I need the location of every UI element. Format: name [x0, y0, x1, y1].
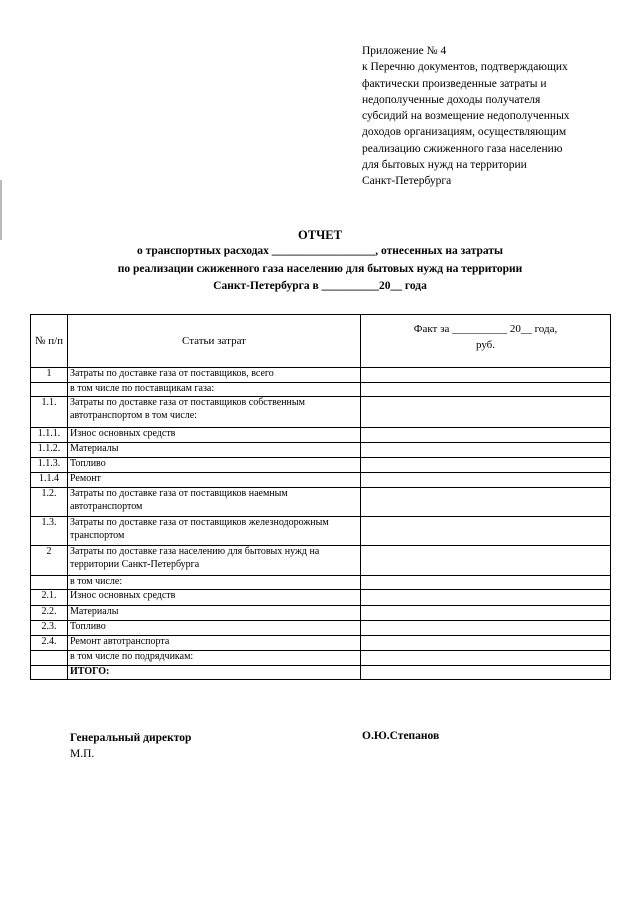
- row-item: в том числе по подрядчикам:: [68, 651, 361, 666]
- row-num: [31, 651, 68, 666]
- row-fact: [361, 517, 611, 546]
- row-item: Ремонт автотранспорта: [68, 636, 361, 651]
- table-header-row: [31, 315, 611, 368]
- row-item: в том числе по поставщикам газа:: [68, 383, 361, 397]
- row-fact: [361, 621, 611, 636]
- row-fact: [361, 651, 611, 666]
- table-row: [31, 590, 611, 606]
- row-fact: [361, 546, 611, 576]
- row-num: 1.1.4: [31, 473, 68, 488]
- row-num: [31, 383, 68, 397]
- table-row: [31, 606, 611, 621]
- table-row: [31, 517, 611, 546]
- appendix-line: к Перечню документов, подтверждающих: [362, 61, 568, 74]
- row-num: 2: [31, 546, 68, 576]
- appendix-line: Санкт-Петербурга: [362, 175, 452, 188]
- cost-table: [30, 314, 611, 680]
- header-num: № п/п: [31, 315, 68, 368]
- header-fact-unit: руб.: [475, 339, 496, 351]
- row-num: 2.2.: [31, 606, 68, 621]
- appendix-line: Приложение № 4: [362, 45, 447, 57]
- row-item: Износ основных средств: [68, 428, 361, 443]
- row-fact: [361, 368, 611, 383]
- row-item: Топливо: [68, 458, 361, 473]
- appendix-line: для бытовых нужд на территории: [362, 159, 527, 172]
- table-row: [31, 488, 611, 517]
- table-row: [31, 443, 611, 458]
- row-num: [31, 666, 68, 680]
- row-fact: [361, 488, 611, 517]
- row-item: Затраты по доставке газа от поставщиков железнодорожным транспортом: [68, 517, 361, 546]
- row-fact: [361, 458, 611, 473]
- row-fact: [361, 590, 611, 606]
- report-subtitle-line2: по реализации сжиженного газа населению для бытовых нужд на территории: [117, 263, 523, 275]
- row-fact: [361, 443, 611, 458]
- header-item: Статьи затрат: [68, 315, 361, 368]
- header-fact: [361, 315, 611, 368]
- table-row: [31, 666, 611, 680]
- row-num: 1.2.: [31, 488, 68, 517]
- row-fact: [361, 428, 611, 443]
- row-item: Затраты по доставке газа от поставщиков наемным автотранспортом: [68, 488, 361, 517]
- row-num: 1.3.: [31, 517, 68, 546]
- stamp-place: М.П.: [70, 748, 95, 760]
- row-num: [31, 576, 68, 590]
- table-row: [31, 636, 611, 651]
- row-item: Затраты по доставке газа населению для бытовых нужд на территории Санкт-Петербурга: [68, 546, 361, 576]
- report-subtitle-line3: Санкт-Петербурга в __________20__ года: [213, 280, 427, 292]
- table-row: [31, 473, 611, 488]
- table-row: [31, 576, 611, 590]
- signer-name: О.Ю.Степанов: [362, 730, 440, 742]
- signer-position: Генеральный директор: [70, 732, 192, 744]
- row-fact: [361, 383, 611, 397]
- header-fact-period: Факт за __________ 20__ года,: [413, 323, 558, 335]
- row-fact: [361, 636, 611, 651]
- row-item: Топливо: [68, 621, 361, 636]
- row-num: 2.3.: [31, 621, 68, 636]
- row-fact: [361, 606, 611, 621]
- row-item: Материалы: [68, 606, 361, 621]
- row-item: ИТОГО:: [68, 666, 361, 680]
- table-row: [31, 621, 611, 636]
- row-num: 2.4.: [31, 636, 68, 651]
- signature-block: [70, 730, 191, 762]
- table-row: [31, 383, 611, 397]
- table-row: [31, 651, 611, 666]
- appendix-note: [362, 43, 617, 190]
- table-row: [31, 368, 611, 383]
- report-title: ОТЧЕТ: [298, 228, 342, 242]
- row-item: Затраты по доставке газа от поставщиков, всего: [68, 368, 361, 383]
- row-item: Износ основных средств: [68, 590, 361, 606]
- appendix-line: реализацию сжиженного газа населению: [362, 142, 563, 155]
- table-row: [31, 428, 611, 443]
- table-row: [31, 458, 611, 473]
- row-item: Ремонт: [68, 473, 361, 488]
- row-num: 2.1.: [31, 590, 68, 606]
- report-subtitle-line1: о транспортных расходах __________________, отнесенных на затраты: [137, 245, 503, 257]
- row-item: в том числе:: [68, 576, 361, 590]
- row-num: 1.1.2.: [31, 443, 68, 458]
- row-fact: [361, 473, 611, 488]
- row-num: 1: [31, 368, 68, 383]
- row-num: 1.1.3.: [31, 458, 68, 473]
- table-row: [31, 546, 611, 576]
- row-num: 1.1.: [31, 397, 68, 428]
- row-fact: [361, 666, 611, 680]
- row-fact: [361, 576, 611, 590]
- row-fact: [361, 397, 611, 428]
- row-num: 1.1.1.: [31, 428, 68, 443]
- appendix-line: субсидий на возмещение недополученных: [362, 110, 570, 123]
- appendix-line: недополученные доходы получателя: [362, 93, 541, 106]
- row-item: Затраты по доставке газа от поставщиков собственным автотранспортом в том числе:: [68, 397, 361, 428]
- appendix-line: доходов организациям, осуществляющим: [362, 126, 567, 139]
- row-item: Материалы: [68, 443, 361, 458]
- appendix-line: фактически произведенные затраты и: [362, 77, 547, 90]
- table-row: [31, 397, 611, 428]
